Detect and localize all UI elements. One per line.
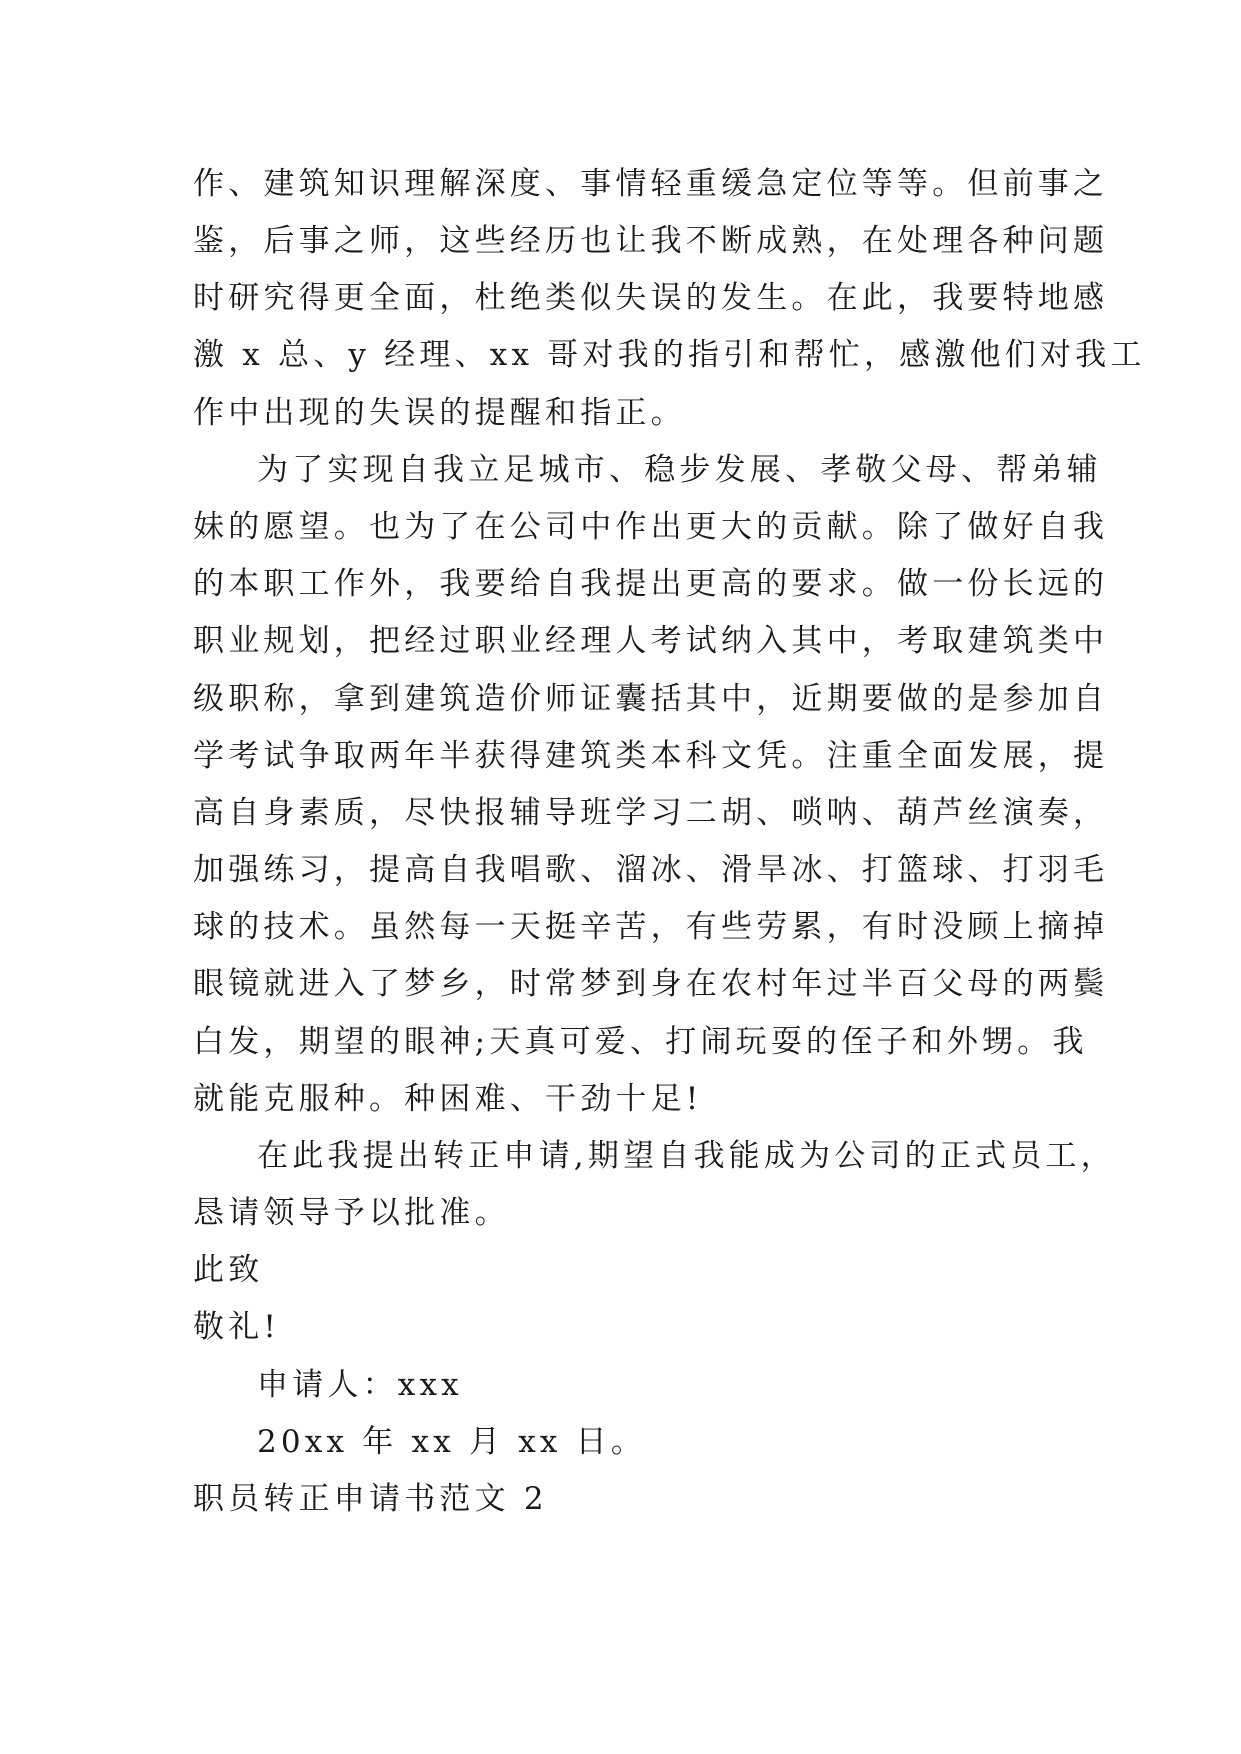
paragraph-line: 在此我提出转正申请,期望自我能成为公司的正式员工， [257,1138,1116,1174]
paragraph-line: 作中出现的失误的提醒和指正。 [193,395,686,431]
applicant-line: 申请人：xxx [257,1367,463,1403]
date-line: 20xx 年 xx 月 xx 日。 [257,1424,647,1460]
paragraph-line: 职业规划，把经过职业经理人考试纳入其中，考取建筑类中 [193,623,1109,659]
paragraph-line: 加强练习，提高自我唱歌、溜冰、滑旱冰、打篮球、打羽毛 [193,852,1109,888]
paragraph-line: 作、建筑知识理解深度、事情轻重缓急定位等等。但前事之 [193,166,1109,202]
closing-salutation: 此致 [193,1252,264,1288]
paragraph-line: 鉴，后事之师，这些经历也让我不断成熟，在处理各种问题 [193,223,1109,259]
paragraph-line: 高自身素质，尽快报辅导班学习二胡、唢呐、葫芦丝演奏， [193,795,1109,831]
paragraph-line: 激 x 总、y 经理、xx 哥对我的指引和帮忙，感激他们对我工 [193,337,1146,373]
paragraph-line: 就能克服种。种困难、干劲十足! [193,1081,703,1117]
paragraph-line: 妹的愿望。也为了在公司中作出更大的贡献。除了做好自我 [193,509,1109,545]
paragraph-line: 眼镜就进入了梦乡，时常梦到身在农村年过半百父母的两鬓 [193,966,1109,1002]
paragraph-line: 为了实现自我立足城市、稳步发展、孝敬父母、帮弟辅 [257,452,1102,488]
paragraph-line: 的本职工作外，我要给自我提出更高的要求。做一份长远的 [193,566,1109,602]
closing-regards: 敬礼! [193,1309,281,1345]
paragraph-line: 时研究得更全面，杜绝类似失误的发生。在此，我要特地感 [193,280,1109,316]
paragraph-line: 学考试争取两年半获得建筑类本科文凭。注重全面发展，提 [193,738,1109,774]
paragraph-line: 恳请领导予以批准。 [193,1195,510,1231]
paragraph-line: 球的技术。虽然每一天挺辛苦，有些劳累，有时没顾上摘掉 [193,909,1109,945]
next-section-title: 职员转正申请书范文 2 [193,1481,548,1517]
paragraph-line: 级职称，拿到建筑造价师证囊括其中，近期要做的是参加自 [193,681,1109,717]
paragraph-line: 白发，期望的眼神;天真可爱、打闹玩耍的侄子和外甥。我 [193,1024,1088,1060]
